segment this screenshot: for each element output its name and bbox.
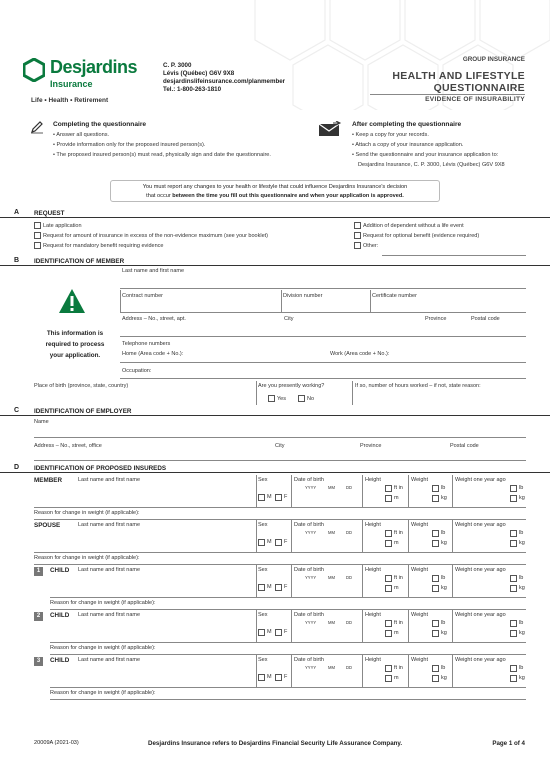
weight-ago-kg-checkbox[interactable] [510, 675, 517, 682]
weight-lb-checkbox[interactable] [432, 665, 439, 672]
dob-dd: DD [346, 665, 353, 670]
dob-mm: MM [328, 575, 335, 580]
working-yes-option[interactable]: Yes [268, 395, 286, 402]
height-ftin-checkbox[interactable] [385, 575, 392, 582]
website-link[interactable]: desjardinslifeinsurance.com/planmember [163, 78, 286, 85]
city-label: City [284, 316, 294, 322]
insured-row-line[interactable] [50, 642, 526, 643]
certificate-number-label: Certificate number [372, 293, 417, 299]
weight-ago-kg-checkbox[interactable] [510, 540, 517, 547]
weight-lb-label: lb [441, 485, 446, 491]
sex-f-checkbox[interactable] [275, 674, 282, 681]
province-label: Province [425, 316, 447, 322]
insured-name-label: Last name and first name [78, 657, 141, 663]
sex-f-label: F [284, 494, 288, 500]
working-no-option[interactable]: No [298, 395, 314, 402]
weight-ago-lb-checkbox[interactable] [510, 620, 517, 627]
field-divider [256, 520, 257, 552]
sex-label: Sex [258, 522, 268, 528]
request-option[interactable]: Addition of dependent without a life event [354, 221, 479, 231]
height-ftin-label: ft in [394, 485, 403, 491]
completing-item: • Answer all questions. [53, 132, 110, 138]
weight-ago-lb-label: lb [519, 575, 524, 581]
field-divider [291, 520, 292, 552]
weight-ago-lb-label: lb [519, 485, 524, 491]
employer-address-label: Address – No., street, office [34, 443, 102, 449]
weight-ago-lb-label: lb [519, 530, 524, 536]
insured-row-line[interactable] [34, 552, 526, 553]
insured-role-label: CHILD [50, 612, 70, 619]
employer-city-label: City [275, 443, 285, 449]
dob-mm: MM [328, 485, 335, 490]
field-divider [452, 610, 453, 642]
weight-year-ago-label: Weight one year ago [455, 612, 506, 618]
field-divider [370, 290, 371, 312]
sex-label: Sex [258, 612, 268, 618]
field-divider [256, 655, 257, 687]
notice-line-1: You must report any changes to your health or lifestyle that could influence Desjardins Insurance's decision [142, 184, 408, 190]
checkbox[interactable] [354, 232, 361, 239]
dob-mm: MM [328, 530, 335, 535]
weight-change-reason-label: Reason for change in weight (if applicable): [50, 690, 156, 696]
weight-lb-checkbox[interactable] [432, 575, 439, 582]
working-question-label: Are you presently working? [258, 383, 325, 389]
page-title [392, 70, 525, 94]
height-ftin-label: ft in [394, 530, 403, 536]
weight-lb-label: lb [441, 575, 446, 581]
weight-lb-checkbox[interactable] [432, 485, 439, 492]
field-divider [452, 475, 453, 507]
sex-m-checkbox[interactable] [258, 494, 265, 501]
dob-dd: DD [346, 485, 353, 490]
height-label: Height [365, 612, 381, 618]
weight-kg-checkbox[interactable] [432, 540, 439, 547]
sex-m-checkbox[interactable] [258, 674, 265, 681]
field-divider [362, 655, 363, 687]
dob-label: Date of birth [294, 522, 324, 528]
sex-m-label: M [267, 629, 272, 635]
child-number-badge: 1 [34, 567, 43, 576]
employer-address-field[interactable] [34, 460, 526, 461]
field-divider [362, 520, 363, 552]
sex-m-label: M [267, 539, 272, 545]
employer-postal-label: Postal code [450, 443, 479, 449]
group-insurance-label: GROUP INSURANCE [462, 56, 525, 63]
section-title: IDENTIFICATION OF PROPOSED INSUREDS [34, 465, 167, 472]
weight-kg-label: kg [441, 585, 447, 591]
field-divider [408, 520, 409, 552]
sex-label: Sex [258, 477, 268, 483]
sex-m-checkbox[interactable] [258, 539, 265, 546]
section-letter: C [14, 407, 20, 414]
height-ftin-label: ft in [394, 620, 403, 626]
field-divider [452, 565, 453, 597]
envelope-icon [318, 121, 342, 137]
weight-lb-label: lb [441, 620, 446, 626]
weight-year-ago-label: Weight one year ago [455, 522, 506, 528]
hours-worked-label: If so, number of hours worked – if not, state reason: [355, 383, 481, 389]
field-divider [256, 565, 257, 597]
sex-f-checkbox[interactable] [275, 494, 282, 501]
completing-list [53, 130, 271, 160]
insured-row-line[interactable] [50, 687, 526, 688]
weight-ago-lb-checkbox[interactable] [510, 575, 517, 582]
checkbox[interactable] [34, 232, 41, 239]
checkbox[interactable] [354, 222, 361, 229]
weight-change-reason-label: Reason for change in weight (if applicable): [50, 645, 156, 651]
weight-kg-checkbox[interactable] [432, 585, 439, 592]
height-m-checkbox[interactable] [385, 675, 392, 682]
dob-yyyy: YYYY [305, 485, 317, 490]
after-item: • Attach a copy of your insurance application. [352, 142, 464, 148]
desjardins-logo-icon [23, 58, 45, 82]
contract-fields-line[interactable] [120, 312, 526, 313]
weight-ago-kg-label: kg [519, 675, 525, 681]
field-divider [408, 655, 409, 687]
insured-role-label: CHILD [50, 567, 70, 574]
weight-year-ago-label: Weight one year ago [455, 477, 506, 483]
weight-label: Weight [411, 657, 429, 663]
request-options-right [354, 221, 479, 251]
change-notice [110, 180, 440, 202]
brand-subtitle: Insurance [50, 79, 93, 89]
dob-mm: MM [328, 620, 335, 625]
height-ftin-checkbox[interactable] [385, 620, 392, 627]
sex-f-label: F [284, 539, 288, 545]
employer-name-field[interactable] [34, 437, 526, 438]
other-input-line[interactable] [382, 255, 526, 256]
insured-row-line[interactable] [50, 597, 526, 598]
section-title: IDENTIFICATION OF MEMBER [34, 258, 125, 265]
employer-province-label: Province [360, 443, 382, 449]
field-divider [362, 475, 363, 507]
sex-m-label: M [267, 584, 272, 590]
request-option[interactable]: Late application [34, 221, 268, 231]
height-ftin-checkbox[interactable] [385, 530, 392, 537]
sex-f-checkbox[interactable] [275, 584, 282, 591]
weight-ago-kg-label: kg [519, 540, 525, 546]
insured-role-label: SPOUSE [34, 522, 61, 529]
dob-yyyy: YYYY [305, 530, 317, 535]
insured-name-label: Last name and first name [78, 612, 141, 618]
birthplace-label: Place of birth (province, state, country) [34, 383, 129, 389]
weight-change-reason-label: Reason for change in weight (if applicable): [34, 510, 140, 516]
weight-label: Weight [411, 567, 429, 573]
dob-dd: DD [346, 620, 353, 625]
sex-m-label: M [267, 494, 272, 500]
dob-label: Date of birth [294, 567, 324, 573]
completing-item: • Provide information only for the proposed insured person(s). [53, 142, 206, 148]
field-divider [120, 290, 121, 312]
address-field-line[interactable] [120, 336, 526, 337]
completing-heading: Completing the questionnaire [53, 121, 147, 128]
request-option[interactable]: Other: [354, 241, 479, 251]
height-m-label: m [394, 540, 399, 546]
required-info-warning: This information is required to process your application. [45, 330, 105, 359]
insured-name-label: Last name and first name [78, 522, 141, 528]
after-item: • Keep a copy for your records. [352, 132, 429, 138]
occupation-label: Occupation: [122, 368, 152, 374]
weight-kg-checkbox[interactable] [432, 495, 439, 502]
field-divider [256, 475, 257, 507]
address-label: Address – No., street, apt. [122, 316, 186, 322]
height-label: Height [365, 477, 381, 483]
field-divider [281, 290, 282, 312]
section-b-header [0, 257, 550, 266]
weight-lb-label: lb [441, 665, 446, 671]
weight-ago-lb-checkbox[interactable] [510, 665, 517, 672]
weight-kg-label: kg [441, 495, 447, 501]
weight-label: Weight [411, 477, 429, 483]
phone-field-line[interactable] [120, 362, 526, 363]
height-m-label: m [394, 630, 399, 636]
address-line-2: Lévis (Québec) G6V 9X8 [163, 70, 235, 77]
checkbox[interactable] [34, 242, 41, 249]
height-m-checkbox[interactable] [385, 585, 392, 592]
child-number-badge: 3 [34, 657, 43, 666]
checkbox[interactable] [298, 395, 305, 402]
division-number-label: Division number [283, 293, 323, 299]
request-options-left [34, 221, 268, 251]
checkbox[interactable] [34, 222, 41, 229]
weight-label: Weight [411, 522, 429, 528]
sex-f-label: F [284, 584, 288, 590]
tagline: Life • Health • Retirement [31, 97, 109, 104]
weight-change-reason-label: Reason for change in weight (if applicable): [50, 600, 156, 606]
title-divider [370, 94, 525, 95]
company-note: Desjardins Insurance refers to Desjardins Financial Security Life Assurance Company. [148, 740, 403, 747]
weight-ago-kg-checkbox[interactable] [510, 585, 517, 592]
dob-yyyy: YYYY [305, 620, 317, 625]
weight-ago-kg-label: kg [519, 585, 525, 591]
title-line-2: QUESTIONNAIRE [433, 82, 525, 94]
height-m-checkbox[interactable] [385, 495, 392, 502]
contract-number-label: Contract number [122, 293, 163, 299]
height-ftin-label: ft in [394, 665, 403, 671]
field-divider [408, 475, 409, 507]
field-divider [352, 381, 353, 405]
page-subtitle: EVIDENCE OF INSURABILITY [425, 96, 525, 103]
section-c-header [0, 407, 550, 416]
section-title: REQUEST [34, 210, 65, 217]
dob-yyyy: YYYY [305, 575, 317, 580]
occupation-field-line[interactable] [120, 378, 526, 379]
address-line-1: C. P. 3000 [163, 62, 192, 69]
section-title: IDENTIFICATION OF EMPLOYER [34, 408, 132, 415]
checkbox[interactable] [268, 395, 275, 402]
weight-year-ago-label: Weight one year ago [455, 567, 506, 573]
field-divider [291, 655, 292, 687]
field-divider [362, 565, 363, 597]
page-number: Page 1 of 4 [492, 740, 525, 747]
member-name-field[interactable] [120, 288, 526, 289]
telephone-label: Telephone numbers [122, 341, 171, 347]
employer-name-label: Name [34, 419, 49, 425]
form-code: 20009A (2021-03) [34, 740, 79, 746]
weight-kg-checkbox[interactable] [432, 630, 439, 637]
member-name-label: Last name and first name [122, 268, 185, 274]
dob-dd: DD [346, 530, 353, 535]
weight-change-reason-label: Reason for change in weight (if applicable): [34, 555, 140, 561]
field-divider [362, 610, 363, 642]
sex-label: Sex [258, 657, 268, 663]
home-phone-label: Home (Area code + No.): [122, 351, 184, 357]
mailing-address: Desjardins Insurance, C. P. 3000, Lévis (Québec) G6V 9X8 [358, 162, 505, 168]
brand-name: Desjardins [50, 57, 138, 77]
sex-f-label: F [284, 629, 288, 635]
height-m-label: m [394, 675, 399, 681]
weight-ago-kg-checkbox[interactable] [510, 495, 517, 502]
field-divider [452, 655, 453, 687]
dob-yyyy: YYYY [305, 665, 317, 670]
notice-line-2: that occur between the time you fill out this questionnaire and when your application is approved. [146, 192, 404, 199]
height-m-checkbox[interactable] [385, 540, 392, 547]
weight-ago-kg-checkbox[interactable] [510, 630, 517, 637]
dob-dd: DD [346, 575, 353, 580]
weight-change-reason-field[interactable] [50, 609, 526, 610]
weight-ago-lb-label: lb [519, 665, 524, 671]
pencil-icon [30, 120, 44, 134]
sex-f-checkbox[interactable] [275, 629, 282, 636]
weight-ago-lb-checkbox[interactable] [510, 485, 517, 492]
section-d-header [0, 464, 550, 473]
height-ftin-label: ft in [394, 575, 403, 581]
height-m-label: m [394, 585, 399, 591]
weight-kg-label: kg [441, 540, 447, 546]
after-list [352, 130, 505, 170]
field-divider [291, 475, 292, 507]
dob-label: Date of birth [294, 657, 324, 663]
field-divider [256, 381, 257, 405]
after-heading: After completing the questionnaire [352, 121, 462, 128]
field-divider [256, 610, 257, 642]
weight-change-reason-field[interactable] [50, 654, 526, 655]
weight-kg-checkbox[interactable] [432, 675, 439, 682]
height-ftin-checkbox[interactable] [385, 665, 392, 672]
request-option[interactable]: Request for amount of insurance in excess of the non-evidence maximum (see your booklet) [34, 231, 268, 241]
insured-role-label: CHILD [50, 657, 70, 664]
dob-label: Date of birth [294, 477, 324, 483]
sex-label: Sex [258, 567, 268, 573]
weight-lb-checkbox[interactable] [432, 530, 439, 537]
weight-ago-kg-label: kg [519, 495, 525, 501]
section-letter: D [14, 464, 20, 471]
height-m-checkbox[interactable] [385, 630, 392, 637]
field-divider [408, 565, 409, 597]
weight-label: Weight [411, 612, 429, 618]
sex-f-checkbox[interactable] [275, 539, 282, 546]
contact-address [163, 62, 285, 94]
postal-code-label: Postal code [471, 316, 500, 322]
weight-ago-kg-label: kg [519, 630, 525, 636]
insured-role-label: MEMBER [34, 477, 62, 484]
weight-lb-checkbox[interactable] [432, 620, 439, 627]
warning-icon [58, 288, 86, 314]
height-label: Height [365, 567, 381, 573]
weight-ago-lb-label: lb [519, 620, 524, 626]
request-option[interactable]: Request for optional benefit (evidence required) [354, 231, 479, 241]
weight-change-reason-field[interactable] [50, 699, 526, 700]
weight-ago-lb-checkbox[interactable] [510, 530, 517, 537]
height-m-label: m [394, 495, 399, 501]
field-divider [408, 610, 409, 642]
after-item: • Send the questionnaire and your insurance application to: [352, 152, 499, 158]
height-ftin-checkbox[interactable] [385, 485, 392, 492]
dob-mm: MM [328, 665, 335, 670]
height-label: Height [365, 522, 381, 528]
field-divider [291, 610, 292, 642]
sex-m-checkbox[interactable] [258, 629, 265, 636]
checkbox[interactable] [354, 242, 361, 249]
phone-number: Tel.: 1-800-263-1810 [163, 86, 222, 93]
sex-f-label: F [284, 674, 288, 680]
title-line-1: HEALTH AND LIFESTYLE [392, 70, 525, 82]
insured-row-line[interactable] [34, 507, 526, 508]
sex-m-checkbox[interactable] [258, 584, 265, 591]
section-letter: B [14, 257, 20, 264]
weight-year-ago-label: Weight one year ago [455, 657, 506, 663]
insured-name-label: Last name and first name [78, 477, 141, 483]
completing-item: • The proposed insured person(s) must read, physically sign and date the questionnaire. [53, 152, 271, 158]
weight-kg-label: kg [441, 675, 447, 681]
work-phone-label: Work (Area code + No.): [330, 351, 390, 357]
insured-name-label: Last name and first name [78, 567, 141, 573]
field-divider [452, 520, 453, 552]
section-letter: A [14, 209, 20, 216]
request-option[interactable]: Request for mandatory benefit requiring evidence [34, 241, 268, 251]
weight-kg-label: kg [441, 630, 447, 636]
height-label: Height [365, 657, 381, 663]
dob-label: Date of birth [294, 612, 324, 618]
section-a-header [0, 209, 550, 218]
child-number-badge: 2 [34, 612, 43, 621]
field-divider [291, 565, 292, 597]
weight-lb-label: lb [441, 530, 446, 536]
sex-m-label: M [267, 674, 272, 680]
